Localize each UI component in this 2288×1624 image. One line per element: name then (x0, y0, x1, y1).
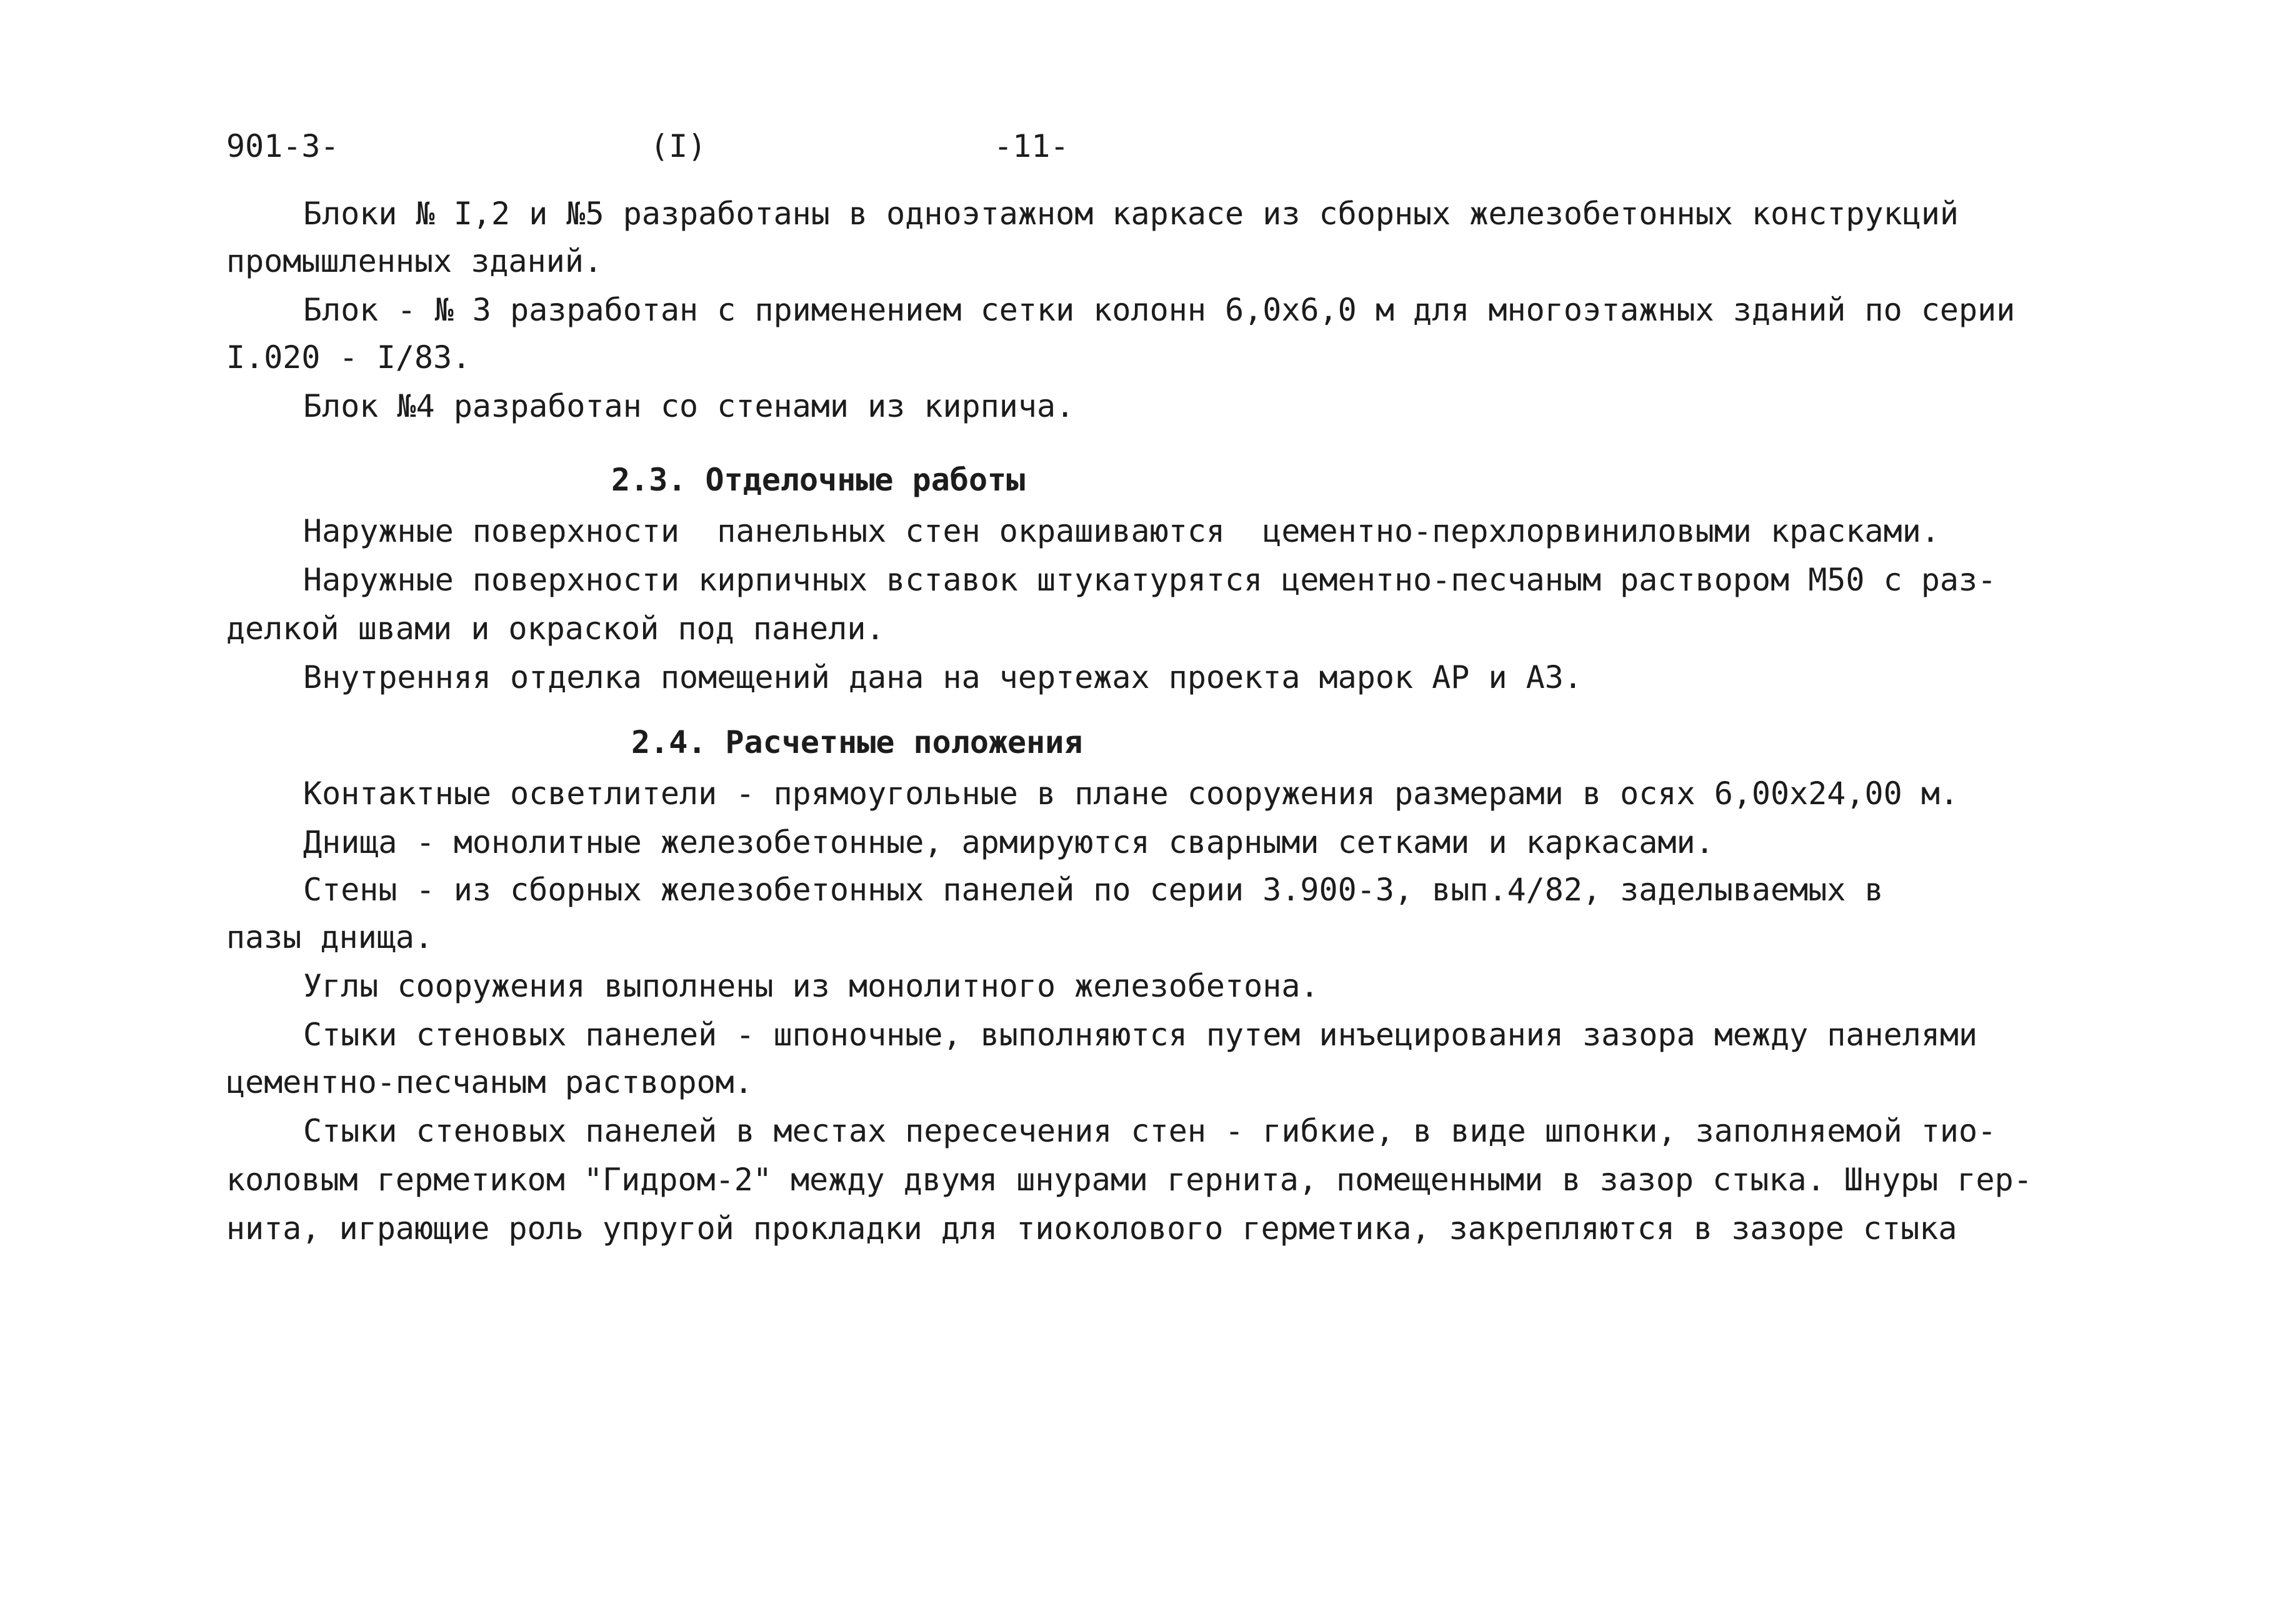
paragraph-corners: Углы сооружения выполнены из монолитного железобетона. (303, 968, 1319, 1004)
paragraph-bottoms: Днища - монолитные железобетонные, армируются сварными сетками и каркасами. (303, 824, 1714, 860)
section-heading-2-4: 2.4. Расчетные положения (631, 724, 1083, 760)
document-code: 901-3- (226, 128, 339, 164)
paragraph-flexible-joints-line-2: коловым герметиком "Гидром-2" между двумя шнурами гернита, помещенными в зазор стыка. Шнуры гер- (226, 1162, 2032, 1198)
section-heading-2-3: 2.3. Отделочные работы (611, 462, 1026, 498)
paragraph-blocks-1-2-5-line-2: промышленных зданий. (226, 243, 603, 279)
paragraph-walls-line-1: Стены - из сборных железобетонных панелей по серии 3.900-3, вып.4/82, заделываемых в (303, 872, 1884, 908)
page-number: -11- (994, 128, 1069, 164)
paragraph-panel-walls: Наружные поверхности панельных стен окрашиваются цементно-перхлорвиниловыми красками. (303, 513, 1940, 549)
paragraph-key-joints-line-2: цементно-песчаным раствором. (226, 1064, 753, 1100)
paragraph-key-joints-line-1: Стыки стеновых панелей - шпоночные, выполняются путем инъецирования зазора между панелями (303, 1017, 1978, 1053)
paragraph-flexible-joints-line-1: Стыки стеновых панелей в местах пересечения стен - гибкие, в виде шпонки, заполняемой тио- (303, 1113, 1997, 1149)
paragraph-brick-inserts-line-2: делкой швами и окраской под панели. (226, 610, 885, 647)
paragraph-flexible-joints-line-3: нита, играющие роль упругой прокладки для тиоколового герметика, закрепляются в зазоре стыка (226, 1210, 1957, 1247)
paragraph-walls-line-2: пазы днища. (226, 919, 434, 955)
document-part: (I) (650, 128, 707, 164)
paragraph-brick-inserts-line-1: Наружные поверхности кирпичных вставок штукатурятся цементно-песчаным раствором М50 с раз- (303, 562, 1997, 598)
paragraph-clarifiers: Контактные осветлители - прямоугольные в плане сооружения размерами в осях 6,00х24,00 м. (303, 775, 1959, 812)
paragraph-block-3-line-1: Блок - № 3 разработан с применением сетки колонн 6,0х6,0 м для многоэтажных зданий по серии (303, 292, 2016, 328)
paragraph-interior-finish: Внутренняя отделка помещений дана на чертежах проекта марок АР и АЗ. (303, 659, 1582, 695)
paragraph-block-4: Блок №4 разработан со стенами из кирпича. (303, 388, 1075, 424)
paragraph-block-3-line-2: I.020 - I/83. (226, 339, 471, 376)
paragraph-blocks-1-2-5-line-1: Блоки № I,2 и №5 разработаны в одноэтажном каркасе из сборных железобетонных конструкций (303, 196, 1959, 232)
